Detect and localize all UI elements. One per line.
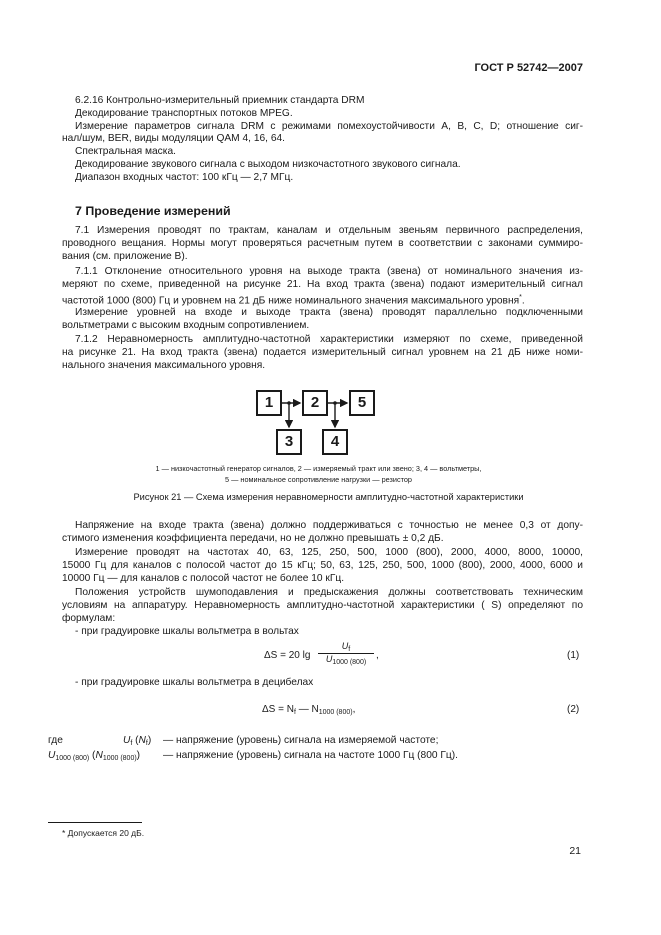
p711-line-2-text: частотой 1000 (800) Гц и уровнем на 21 дБ ниже номинального значения максимального уровня xyxy=(62,295,520,307)
page-number: 21 xyxy=(569,845,581,857)
formula-2-number: (2) xyxy=(567,704,580,715)
bullet-decibels: - при градуировке шкалы вольтметра в децибелах xyxy=(75,677,314,688)
def-1-u-sub: f xyxy=(130,740,133,747)
footnote: * Допускается 20 дБ. xyxy=(62,828,145,838)
p-voltage-line-1: стимого изменения коэффициента передачи, но не должно превышать ± 0,2 дБ. xyxy=(62,533,444,544)
p-noise-line-1: условиям на аппаратуру. Неравномерность амплитудно-частотной характеристики ( S) определяют по xyxy=(62,600,583,611)
formula-2-lhs: ΔS = N xyxy=(262,704,294,715)
formula-1-fraction xyxy=(318,641,374,665)
def-2-n: N xyxy=(95,750,103,761)
footnote-mark: * xyxy=(519,294,522,301)
formula-2-mid: — N xyxy=(295,704,319,715)
p711-line-2-end: . xyxy=(521,295,525,307)
formula-1-number: (1) xyxy=(567,650,580,661)
p712-line-1: на рисунке 21. На вход тракта (звена) подается измерительный сигнал уровнем на 21 дБ ниже номи- xyxy=(62,347,583,358)
def-1-text: — напряжение (уровень) сигнала на измеряемой частоте; xyxy=(163,735,439,746)
def-1-n-sub: f xyxy=(145,740,148,747)
p711-line-1: меряют по схеме, приведенной на рисунке 21. На вход тракта (звена) подают измерительный сигнал xyxy=(62,279,583,290)
formula-1-num-sub: f xyxy=(348,646,351,653)
block-4-voltmeter: 4 xyxy=(322,429,348,455)
p-levels-line-1: вольтметрами с высоким входным сопротивлением. xyxy=(62,320,310,331)
sec6-line-0: 6.2.16 Контрольно-измерительный приемник стандарта DRM xyxy=(75,95,365,106)
sec6-line-1: Декодирование транспортных потоков MPEG. xyxy=(75,108,293,119)
p711-line-0: 7.1.1 Отклонение относительного уровня на выходе тракта (звена) от номинального значения из- xyxy=(75,266,583,277)
p712-line-0: 7.1.2 Неравномерность амплитудно-частотной характеристики измеряют по схеме, приведенной xyxy=(75,334,583,345)
formula-1-denominator xyxy=(318,653,374,665)
p-noise-line-2: формулам: xyxy=(62,613,116,624)
def-2-u: U xyxy=(48,750,56,761)
formula-1-num-var: U xyxy=(341,641,349,651)
p71-line-2: вания (см. приложение В). xyxy=(62,251,188,262)
sec6-line-3: нал/шум, BER, виды модуляции QAM 4, 16, 64. xyxy=(62,133,285,144)
formula-1-den-var: U xyxy=(325,654,333,664)
sec6-line-4: Спектральная маска. xyxy=(75,146,176,157)
formula-2-sub-1000: 1000 (800) xyxy=(318,709,353,716)
block-1-generator: 1 xyxy=(256,390,282,416)
formula-1-tail: , xyxy=(376,650,379,661)
p712-line-2: нального значения максимального уровня. xyxy=(62,360,266,371)
standard-header: ГОСТ Р 52742—2007 xyxy=(474,62,583,74)
p71-line-1: проводного вещания. Нормы могут проверяться расчетным путем в соответствии с законами суммиро- xyxy=(62,238,583,249)
block-2-path: 2 xyxy=(302,390,328,416)
def-2-u-sub: 1000 (800) xyxy=(55,755,90,762)
figure-caption: Рисунок 21 — Схема измерения неравномерности амплитудно-частотной характеристики xyxy=(133,492,524,502)
formula-2 xyxy=(262,704,355,716)
p71-line-0: 7.1 Измерения проводят по трактам, каналам и отдельным звеньям первичного распределения, xyxy=(75,225,583,236)
footnote-rule xyxy=(48,822,142,823)
formula-2-tail: , xyxy=(352,704,356,715)
p-freq-line-2: 10000 Гц — для каналов с полосой частот не более 10 кГц. xyxy=(62,573,345,584)
def-2-text: — напряжение (уровень) сигнала на частоте 1000 Гц (800 Гц). xyxy=(163,750,458,761)
formula-1-lhs: ΔS = 20 lg xyxy=(264,650,311,661)
figure-legend-line-1: 1 — низкочастотный генератор сигналов, 2 — измеряемый тракт или звено; 3, 4 — вольтметры, xyxy=(155,464,482,473)
section-7-heading: 7 Проведение измерений xyxy=(75,204,231,218)
formula-2-sub-f: f xyxy=(293,709,296,716)
def-2-n-sub: 1000 (800) xyxy=(102,755,137,762)
p-freq-line-0: Измерение проводят на частотах 40, 63, 125, 250, 500, 1000 (800), 2000, 4000, 8000, 10000, xyxy=(75,547,583,558)
block-3-voltmeter: 3 xyxy=(276,429,302,455)
p-freq-line-1: 15000 Гц для каналов с полосой частот до 15 кГц; 50, 63, 125, 250, 500, 1000 (800), 2000, 4000, 6000 и xyxy=(62,560,583,571)
sec6-line-6: Диапазон входных частот: 100 кГц — 2,7 МГц. xyxy=(75,172,294,183)
p-noise-line-0: Положения устройств шумоподавления и предыскажения должны соответствовать техническим xyxy=(75,587,583,598)
def-1-u: U xyxy=(123,735,131,746)
formula-1-den-sub: 1000 (800) xyxy=(332,659,367,666)
def-2-symbol: $U_{1000 (800)}$ $(N_{1000 (800)})$ xyxy=(48,750,141,762)
figure-legend-line-2: 5 — номинальное сопротивление нагрузки — резистор xyxy=(225,475,412,484)
block-5-load: 5 xyxy=(349,390,375,416)
sec6-line-5: Декодирование звукового сигнала с выходом низкочастотного звукового сигнала. xyxy=(75,159,461,170)
where-label: где xyxy=(48,735,63,746)
p-voltage-line-0: Напряжение на входе тракта (звена) должно поддерживаться с точностью не менее 0,3 от допу- xyxy=(75,520,583,531)
def-1-symbol: $U_f$ $(N_f)$ xyxy=(123,735,152,747)
def-1-n: N xyxy=(138,735,146,746)
sec6-line-2: Измерение параметров сигнала DRM с режимами помехоустойчивости А, В, С, D; отношение сиг- xyxy=(75,121,583,132)
bullet-volts: - при градуировке шкалы вольтметра в вольтах xyxy=(75,626,299,637)
formula-1-numerator xyxy=(318,641,374,652)
p-levels-line-0: Измерение уровней на входе и выходе тракта (звена) проводят параллельно подключенными xyxy=(75,307,583,318)
